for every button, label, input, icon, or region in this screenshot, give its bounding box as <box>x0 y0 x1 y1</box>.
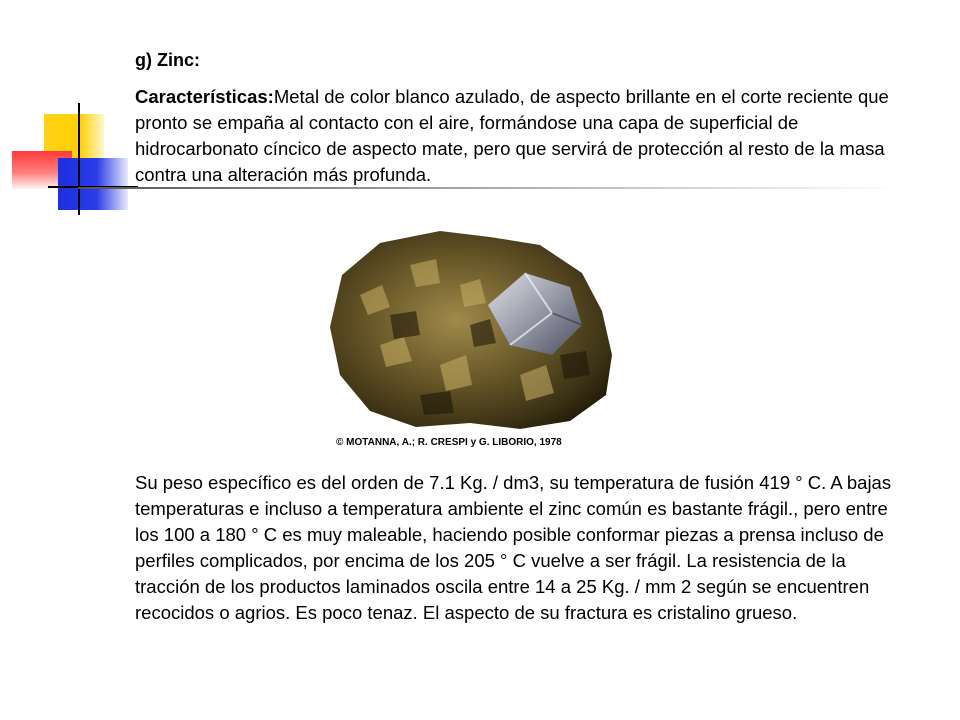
image-credit: © MOTANNA, A.; R. CRESPI y G. LIBORIO, 1978 <box>336 437 562 448</box>
properties-paragraph: Su peso específico es del orden de 7.1 Kg. / dm3, su temperatura de fusión 419 ° C. A bajas temperaturas e incluso a temperatura ambiente el zinc común es bastante frágil., pero entre los 100 a 180 ° C es muy maleable, haciendo posible conformar piezas a prensa incluso de perfiles complicados, por encima de los 205 ° C vuelve a ser frágil. La resistencia de la tracción de los productos laminados oscila entre 14 a 25 Kg. / mm 2 según se encuentren recocidos o agrios. Es poco tenaz. El aspecto de su fractura es cristalino grueso. <box>135 472 892 623</box>
slide-heading: g) Zinc: <box>135 50 200 70</box>
characteristics-text: Metal de color blanco azulado, de aspecto brillante en el corte reciente que pronto se empaña al contacto con el aire, formándose una capa de superficial de hidrocarbonato cíncico de aspecto mate, pero que servirá de protección al resto de la masa contra una alteración más profunda. <box>135 86 889 185</box>
characteristics-paragraph <box>135 84 895 188</box>
zinc-mineral-figure <box>320 215 622 455</box>
ornament-vertical-line <box>78 103 80 215</box>
ornament-blue-square <box>58 158 128 210</box>
zinc-mineral-photo <box>320 215 622 433</box>
characteristics-label: Características: <box>135 86 274 107</box>
